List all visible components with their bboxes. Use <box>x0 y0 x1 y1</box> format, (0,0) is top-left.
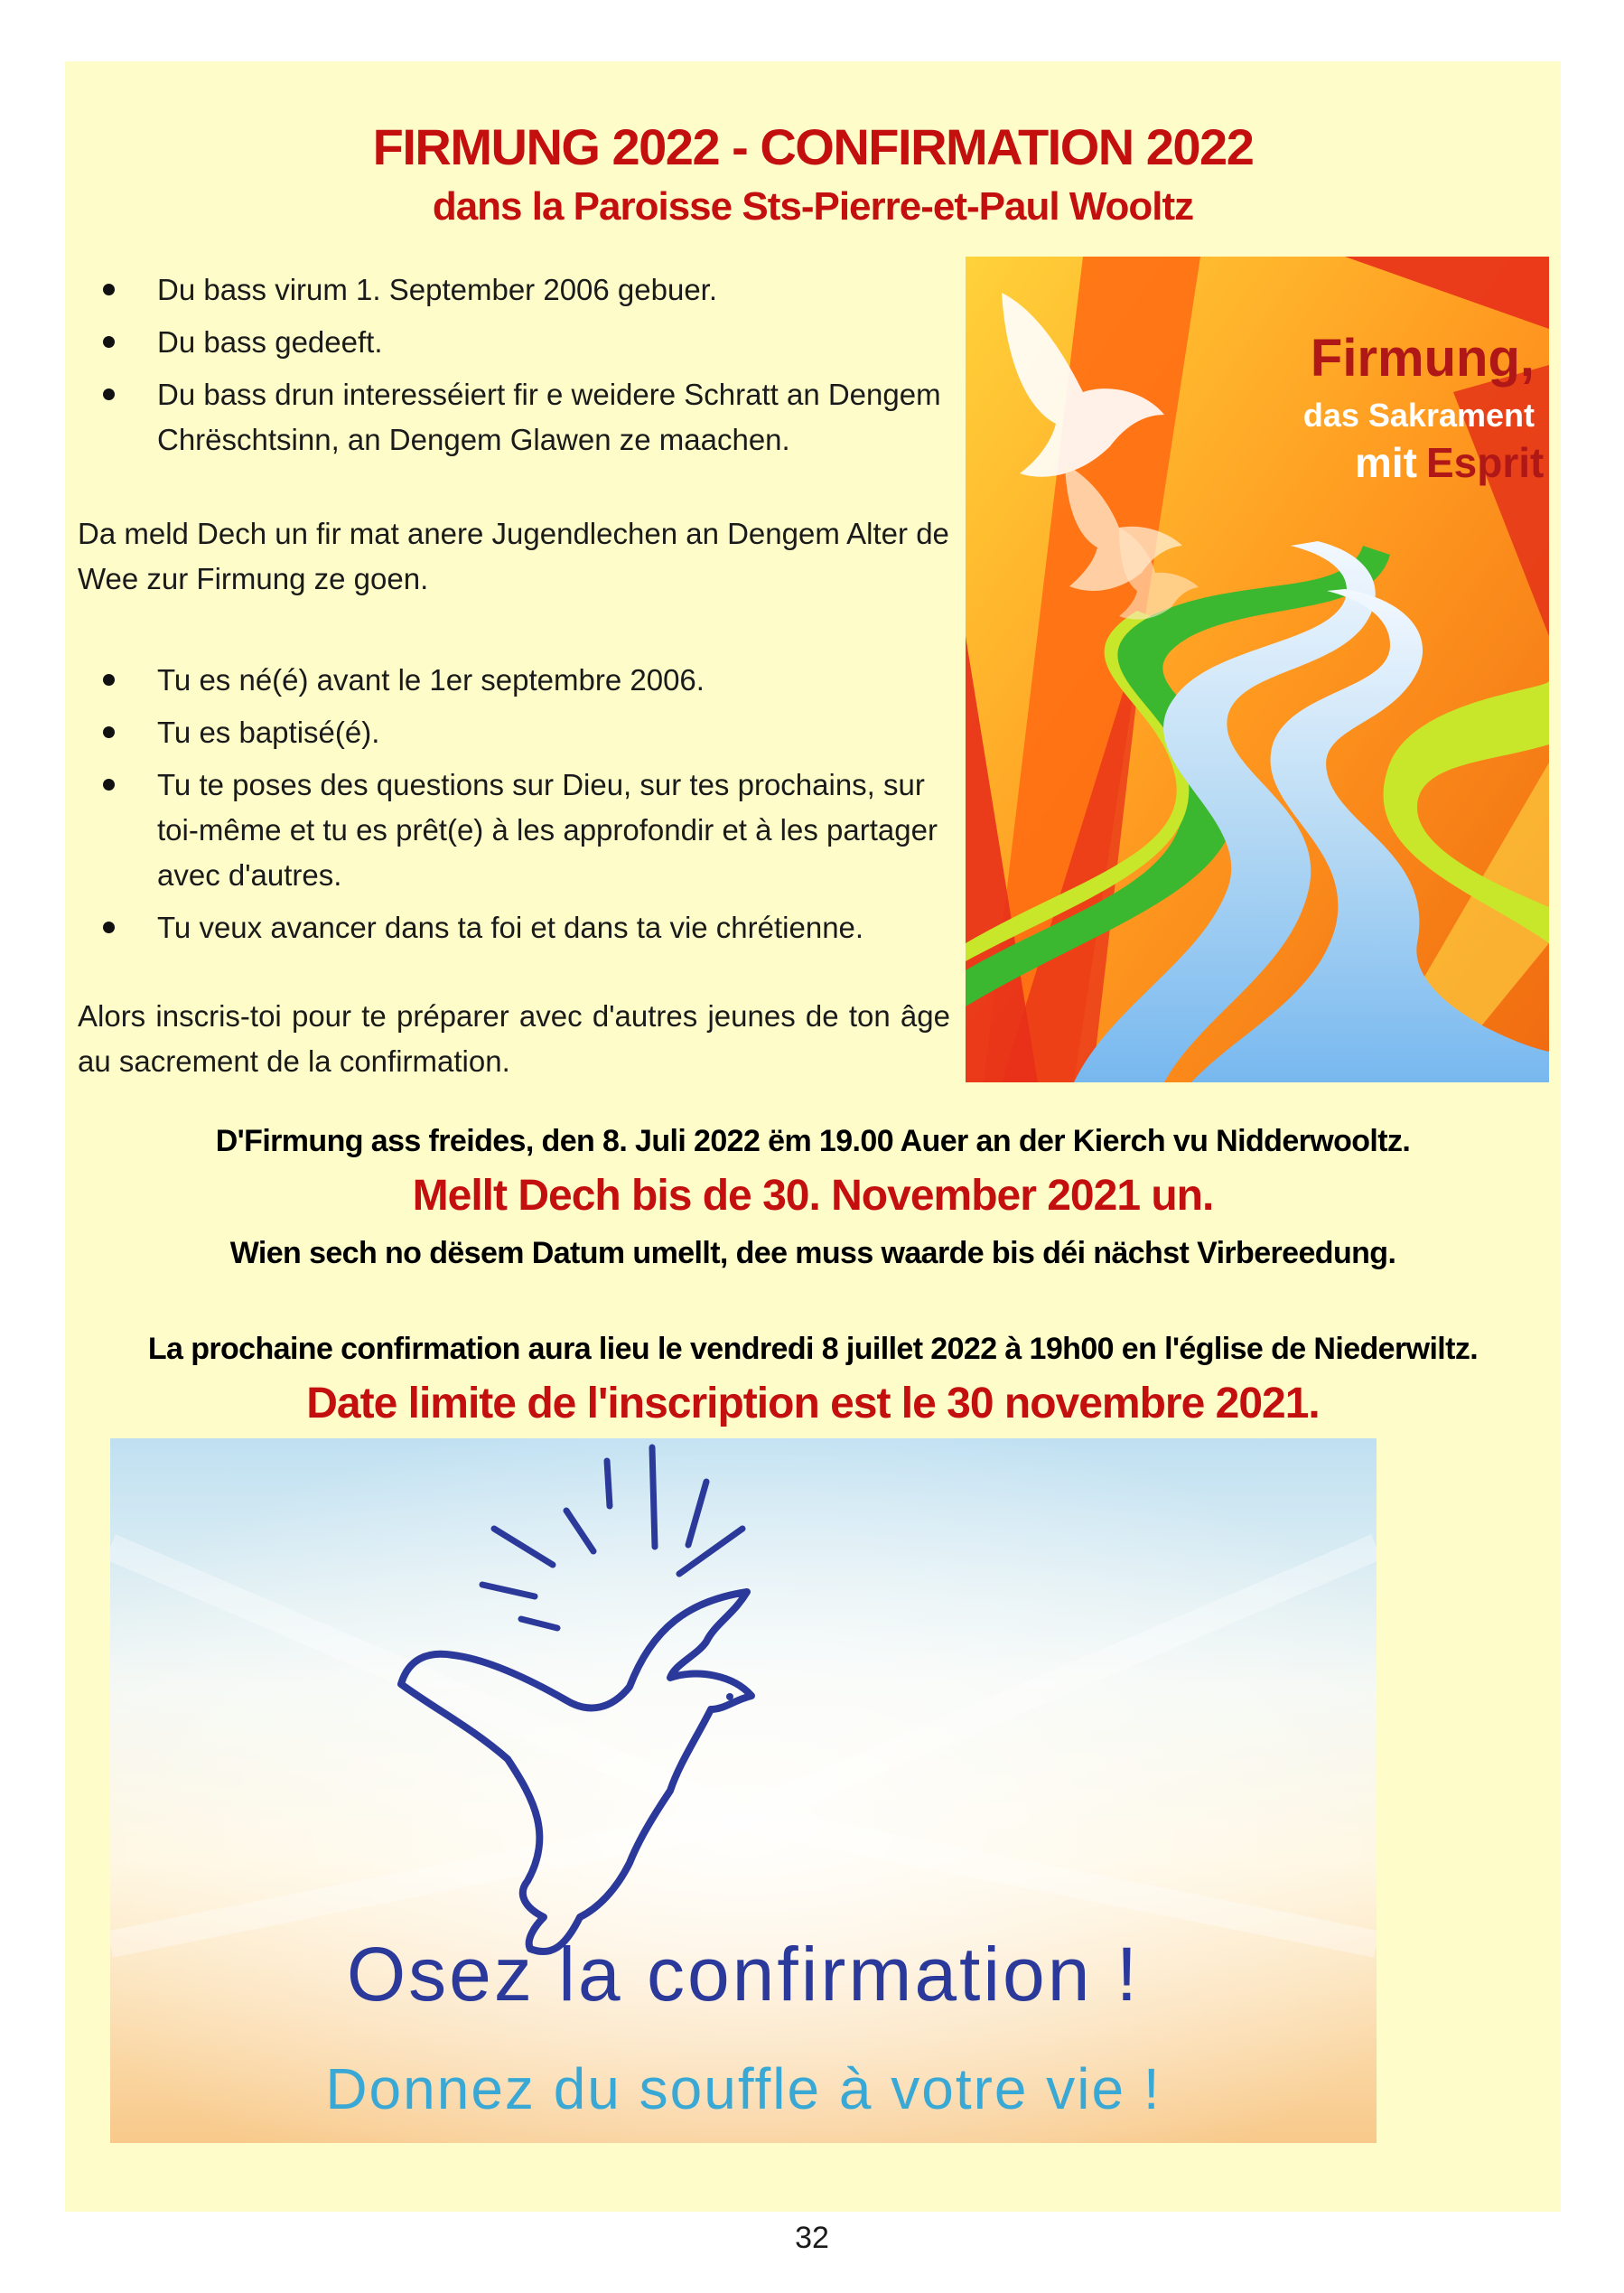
bullet-icon <box>103 779 115 791</box>
poster-title: Firmung, <box>1310 329 1535 388</box>
list-item: Tu es baptisé(é). <box>78 710 950 755</box>
fr-date-line: La prochaine confirmation aura lieu le vendredi 8 juillet 2022 à 19h00 en l'église de Niederwiltz. <box>147 1332 1479 1366</box>
lb-note: Wien sech no dësem Datum umellt, dee muss waarde bis déi nächst Virbereedung. <box>229 1236 1396 1270</box>
list-item: Tu es né(é) avant le 1er septembre 2006. <box>78 658 950 703</box>
bullet-icon <box>103 284 115 295</box>
bullet-icon <box>103 922 115 933</box>
lb-paragraph: Da meld Dech un fir mat anere Jugendlechen an Dengem Alter de Wee zur Firmung ze goen. <box>78 517 949 595</box>
poster-line2: das Sakrament <box>1302 397 1535 434</box>
dove-eye <box>726 1693 733 1700</box>
fr-deadline: Date limite de l'inscription est le 30 novembre 2021. <box>306 1380 1320 1427</box>
page-number: 32 <box>795 2221 829 2255</box>
poster-line3b: Esprit <box>1426 439 1545 486</box>
bullet-icon <box>103 388 115 400</box>
lb-deadline: Mellt Dech bis de 30. November 2021 un. <box>412 1172 1214 1220</box>
banner-tagline: Donnez du souffle à votre vie ! <box>325 2056 1162 2121</box>
bullet-icon <box>103 726 115 738</box>
list-item: Du bass gedeeft. <box>78 320 950 365</box>
poster-line3a: mit <box>1355 439 1417 486</box>
lb-bullet-list <box>78 267 950 470</box>
list-item: Tu te poses des questions sur Dieu, sur tes prochains, sur toi-même et tu es prêt(e) à les approfondir et à les partager avec d'autres. <box>78 763 950 898</box>
page-title: FIRMUNG 2022 - CONFIRMATION 2022 <box>372 118 1254 175</box>
confirmation-banner <box>110 1438 1377 2143</box>
list-item: Du bass virum 1. September 2006 gebuer. <box>78 267 950 313</box>
fr-bullet-list <box>78 658 950 958</box>
lb-date-line: D'Firmung ass freides, den 8. Juli 2022 ëm 19.00 Auer an der Kierch vu Nidderwooltz. <box>215 1124 1411 1158</box>
bullet-icon <box>103 336 115 348</box>
banner-headline: Osez la confirmation ! <box>346 1932 1141 2017</box>
firmung-poster <box>966 257 1549 1082</box>
fr-paragraph: Alors inscris-toi pour te préparer avec d'autres jeunes de ton âge au sacrement de la confirmation. <box>78 999 950 1078</box>
bullet-icon <box>103 674 115 686</box>
list-item: Tu veux avancer dans ta foi et dans ta vie chrétienne. <box>78 905 950 950</box>
page-subtitle: dans la Paroisse Sts-Pierre-et-Paul Wooltz <box>432 184 1194 229</box>
list-item: Du bass drun interesséiert fir e weidere Schratt an Dengem Chrëschtsinn, an Dengem Glawen ze maachen. <box>78 372 950 463</box>
